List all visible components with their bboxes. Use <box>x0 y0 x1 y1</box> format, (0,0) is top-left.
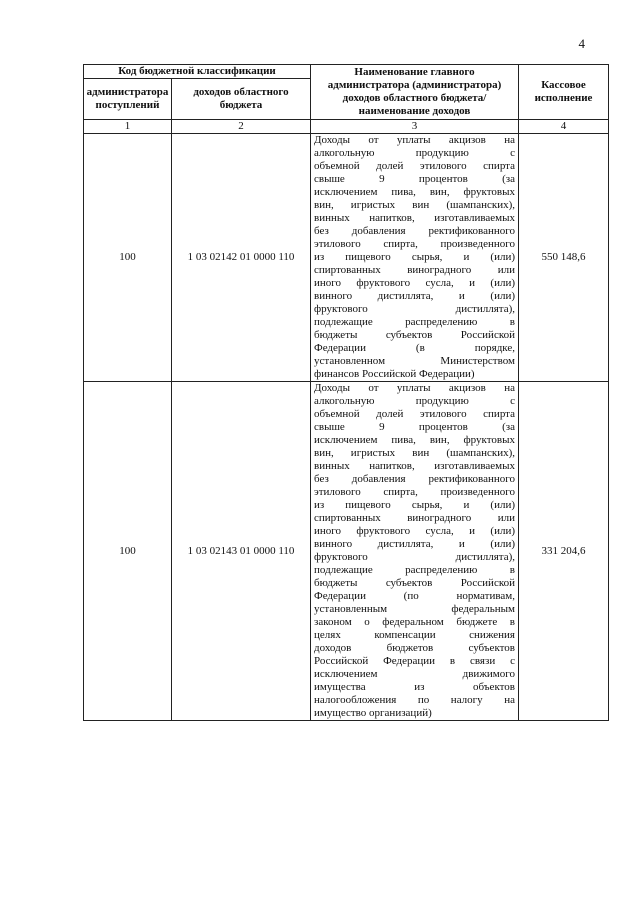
description-line: винных напитков, изготавливаемых <box>314 460 515 472</box>
description-line: этилового спирта, произведенного <box>314 486 515 498</box>
description-line: объемной долей этилового спирта <box>314 160 515 172</box>
description-line: свыше 9 процентов (за <box>314 421 515 433</box>
description-line: исключением пива, вин, фруктовых <box>314 186 515 198</box>
description-line: Федерации (по нормативам, <box>314 590 515 602</box>
header-code: доходов областного бюджета <box>172 79 311 120</box>
description-line: алкогольную продукцию с <box>314 395 515 407</box>
row-code: 1 03 02143 01 0000 110 <box>172 382 311 721</box>
description-line: установленным федеральным <box>314 603 515 615</box>
description-line: иного фруктового сусла, и (или) <box>314 525 515 537</box>
header-name: Наименование главного администратора (администратора) доходов областного бюджета/ наименование доходов <box>311 65 519 120</box>
table-row <box>84 382 609 721</box>
description-line: бюджеты субъектов Российской <box>314 577 515 589</box>
description-line: имущество организаций) <box>314 707 432 719</box>
description-line: подлежащие распределению в <box>314 316 515 328</box>
row-code: 1 03 02142 01 0000 110 <box>172 134 311 382</box>
header-amount: Кассовое исполнение <box>519 65 609 120</box>
description-line: имущества из объектов <box>314 681 515 693</box>
row-amount: 550 148,6 <box>519 134 609 382</box>
description-line: исключением движимого <box>314 668 515 680</box>
description-line: спиртованных виноградного или <box>314 264 515 276</box>
description-line: законом о федеральном бюджете в <box>314 616 515 628</box>
column-number-3: 3 <box>311 120 519 134</box>
description-line: фруктового дистиллята), <box>314 551 515 563</box>
description-line: винного дистиллята, и (или) <box>314 538 515 550</box>
column-number-2: 2 <box>172 120 311 134</box>
description-line: винного дистиллята, и (или) <box>314 290 515 302</box>
description-line: алкогольную продукцию с <box>314 147 515 159</box>
table-row <box>84 134 609 382</box>
description-line: этилового спирта, произведенного <box>314 238 515 250</box>
description-line: без добавления ректификованного <box>314 225 515 237</box>
description-line: спиртованных виноградного или <box>314 512 515 524</box>
description-line: винных напитков, изготавливаемых <box>314 212 515 224</box>
description-line: целях компенсации снижения <box>314 629 515 641</box>
page-number: 4 <box>578 36 585 51</box>
row-admin: 100 <box>84 382 172 721</box>
row-description <box>311 382 519 721</box>
header-admin: администратора поступлений <box>84 79 172 120</box>
budget-table <box>83 64 609 721</box>
description-line: бюджеты субъектов Российской <box>314 329 515 341</box>
description-line: финансов Российской Федерации) <box>314 368 475 380</box>
description-line: налогообложения по налогу на <box>314 694 515 706</box>
description-line: свыше 9 процентов (за <box>314 173 515 185</box>
description-line: Доходы от уплаты акцизов на <box>314 134 515 146</box>
column-number-1: 1 <box>84 120 172 134</box>
description-line: объемной долей этилового спирта <box>314 408 515 420</box>
header-group-classification: Код бюджетной классификации <box>84 65 311 79</box>
description-line: Российской Федерации в связи с <box>314 655 515 667</box>
description-line: подлежащие распределению в <box>314 564 515 576</box>
description-line: из пищевого сырья, и (или) <box>314 251 515 263</box>
description-line: из пищевого сырья, и (или) <box>314 499 515 511</box>
column-number-4: 4 <box>519 120 609 134</box>
description-line: доходов бюджетов субъектов <box>314 642 515 654</box>
description-line: Федерации (в порядке, <box>314 342 515 354</box>
description-line: фруктового дистиллята), <box>314 303 515 315</box>
row-description <box>311 134 519 382</box>
description-line: установленном Министерством <box>314 355 515 367</box>
row-admin: 100 <box>84 134 172 382</box>
description-line: Доходы от уплаты акцизов на <box>314 382 515 394</box>
description-line: без добавления ректификованного <box>314 473 515 485</box>
description-line: исключением пива, вин, фруктовых <box>314 434 515 446</box>
description-line: вин, игристых вин (шампанских), <box>314 447 515 459</box>
row-amount: 331 204,6 <box>519 382 609 721</box>
description-line: иного фруктового сусла, и (или) <box>314 277 515 289</box>
description-line: вин, игристых вин (шампанских), <box>314 199 515 211</box>
